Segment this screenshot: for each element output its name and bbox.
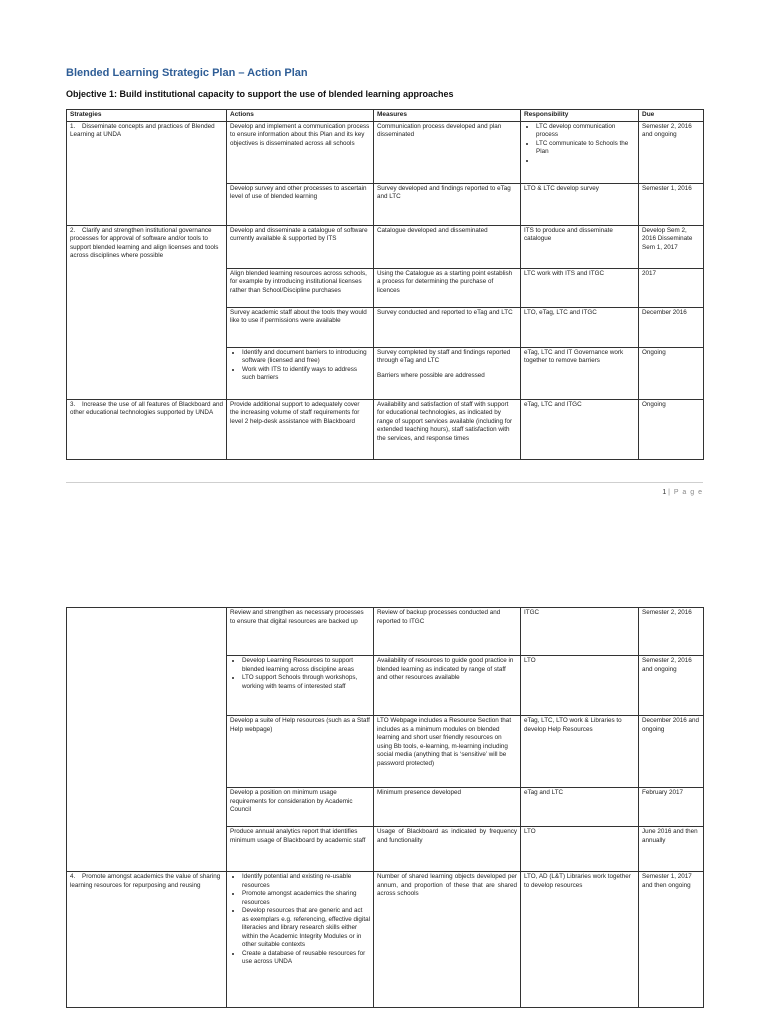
action-cell: Develop and implement a communication process to ensure information about this Plan and its key objectives is disseminated across all schools <box>227 121 374 183</box>
strategy-number: 2. <box>70 226 76 234</box>
list-item: • Identify potential and existing re-usable resources <box>242 873 370 890</box>
action-cell: Align blended learning resources across schools, for example by introducing institutional licenses rather than School/Discipline purchases <box>227 268 374 307</box>
table-row <box>67 121 704 183</box>
table-row <box>67 399 704 459</box>
table-row <box>67 872 704 1008</box>
responsibility-cell: LTO <box>521 827 639 872</box>
action-cell: Review and strengthen as necessary processes to ensure that digital resources are backed up <box>227 608 374 656</box>
due-cell: December 2016 and ongoing <box>639 716 704 788</box>
action-plan-table-page2 <box>66 607 704 1008</box>
objective-heading: Objective 1: Build institutional capacity to support the use of blended learning approaches <box>66 89 454 99</box>
list-item: • LTC communicate to Schools the Plan <box>536 140 635 157</box>
header-due: Due <box>639 110 704 122</box>
action-cell: Provide additional support to adequately cover the increasing volume of staff requirements for level 2 help-desk assistance with Blackboard <box>227 399 374 459</box>
responsibility-cell: eTag, LTC and ITGC <box>521 399 639 459</box>
responsibility-cell: LTC work with ITS and ITGC <box>521 268 639 307</box>
measure-cell: Availability and satisfaction of staff with support for educational technologies, as indicated by range of support services available (including for extended teaching hours), staff satisfaction with the services, and response times <box>374 399 521 459</box>
page-number-value: 1 <box>662 489 667 496</box>
measure-text: Survey completed by staff and findings reported through eTag and LTC <box>377 348 511 365</box>
measure-cell: Availability of resources to guide good practice in blended learning as indicated by range of staff and other resources available <box>374 656 521 716</box>
header-actions: Actions <box>227 110 374 122</box>
action-cell: Develop a position on minimum usage requirements for consideration by Academic Council <box>227 788 374 827</box>
action-cell <box>227 872 374 1008</box>
action-cell: Survey academic staff about the tools they would like to use if permissions were available <box>227 307 374 347</box>
due-cell: Semester 2, 2016 and ongoing <box>639 656 704 716</box>
due-cell: February 2017 <box>639 788 704 827</box>
page-number <box>600 489 703 496</box>
measure-cell: Survey conducted and reported to eTag and LTC <box>374 307 521 347</box>
measure-cell: Minimum presence developed <box>374 788 521 827</box>
responsibility-cell <box>521 121 639 183</box>
table-header-row <box>67 110 704 122</box>
action-cell: Develop survey and other processes to ascertain level of use of blended learning <box>227 183 374 225</box>
list-item: • LTO support Schools through workshops, working with teams of interested staff <box>242 674 370 691</box>
action-cell: Develop a suite of Help resources (such as a Staff Help webpage) <box>227 716 374 788</box>
responsibility-cell: LTO, AD (L&T) Libraries work together to develop resources <box>521 872 639 1008</box>
action-cell <box>227 656 374 716</box>
page-footer-divider <box>66 482 703 483</box>
due-cell: Ongoing <box>639 347 704 399</box>
responsibility-cell: eTag, LTC and IT Governance work together to remove barriers <box>521 347 639 399</box>
strategy-number: 1. <box>70 122 76 130</box>
measure-cell: Review of backup processes conducted and reported to ITGC <box>374 608 521 656</box>
measure-cell: Survey developed and findings reported to eTag and LTC <box>374 183 521 225</box>
due-cell: December 2016 <box>639 307 704 347</box>
strategy-cell <box>67 399 227 459</box>
header-responsibility: Responsibility <box>521 110 639 122</box>
header-measures: Measures <box>374 110 521 122</box>
table-row <box>67 225 704 268</box>
page-word: | P a g e <box>668 489 703 496</box>
strategy-text: Clarify and strengthen institutional governance processes for approval of software and/or tools to support blended learning and align licenses and tools across disciplines where possible <box>70 226 219 260</box>
list-item: • Develop resources that are generic and act as exemplars e.g. referencing, effective digital literacies and library research skills either within the Academic Integrity Modules or in other suitable contexts <box>242 907 370 950</box>
due-cell: Ongoing <box>639 399 704 459</box>
responsibility-cell: LTO, eTag, LTC and ITGC <box>521 307 639 347</box>
due-cell: Develop Sem 2, 2016 Disseminate Sem 1, 2017 <box>639 225 704 268</box>
strategy-cell <box>67 872 227 1008</box>
responsibility-cell: ITGC <box>521 608 639 656</box>
action-plan-table-page1 <box>66 109 704 460</box>
measure-cell: Catalogue developed and disseminated <box>374 225 521 268</box>
list-item: • Develop Learning Resources to support blended learning across discipline areas <box>242 657 370 674</box>
due-cell: 2017 <box>639 268 704 307</box>
measure-cell: Using the Catalogue as a starting point establish a process for determining the purchase of licences <box>374 268 521 307</box>
measure-cell <box>374 347 521 399</box>
strategy-text: Promote amongst academics the value of sharing learning resources for repurposing and reusing <box>70 873 221 889</box>
strategy-number: 3. <box>70 400 76 408</box>
strategy-text: Disseminate concepts and practices of Blended Learning at UNDA <box>70 122 215 139</box>
list-item: • Identify and document barriers to introducing software (licensed and free) <box>242 349 370 366</box>
action-cell <box>227 347 374 399</box>
measure-cell: Communication process developed and plan disseminated <box>374 121 521 183</box>
due-cell: Semester 1, 2017 and then ongoing <box>639 872 704 1008</box>
responsibility-cell: eTag and LTC <box>521 788 639 827</box>
due-cell: Semester 2, 2016 and ongoing <box>639 121 704 183</box>
document-title: Blended Learning Strategic Plan – Action Plan <box>66 67 308 79</box>
responsibility-cell: LTO & LTC develop survey <box>521 183 639 225</box>
responsibility-cell: eTag, LTC, LTO work & Libraries to develop Help Resources <box>521 716 639 788</box>
strategy-cell <box>67 225 227 399</box>
strategy-number: 4. <box>70 873 76 880</box>
list-item: • Promote amongst academics the sharing resources <box>242 890 370 907</box>
list-item: • Create a database of reusable resources for use across UNDA <box>242 950 370 967</box>
measure-cell: Usage of Blackboard as indicated by frequency and functionality <box>374 827 521 872</box>
strategy-text: Increase the use of all features of Blackboard and other educational technologies supported by UNDA <box>70 400 223 417</box>
due-cell: Semester 2, 2016 <box>639 608 704 656</box>
responsibility-cell: LTO <box>521 656 639 716</box>
measure-text: Barriers where possible are addressed <box>377 371 485 379</box>
action-cell: Develop and disseminate a catalogue of software currently available & supported by ITS <box>227 225 374 268</box>
action-cell: Produce annual analytics report that identifies minimum usage of Blackboard by academic staff <box>227 827 374 872</box>
header-strategies: Strategies <box>67 110 227 122</box>
due-cell: June 2016 and then annually <box>639 827 704 872</box>
responsibility-cell: ITS to produce and disseminate catalogue <box>521 225 639 268</box>
measure-cell: LTO Webpage includes a Resource Section that includes as a minimum modules on blended learning and short user friendly resources on using Bb tools, e-learning, m-learning including social media (anything that is ‘sensitive’ will be password protected) <box>374 716 521 788</box>
due-cell: Semester 1, 2016 <box>639 183 704 225</box>
list-item <box>536 157 635 166</box>
list-item: • LTC develop communication process <box>536 123 635 140</box>
strategy-cell <box>67 608 227 872</box>
measure-cell: Number of shared learning objects developed per annum, and proportion of these that are shared across schools <box>374 872 521 1008</box>
list-item: • Work with ITS to identify ways to address such barriers <box>242 366 370 383</box>
strategy-cell <box>67 121 227 225</box>
table-row <box>67 608 704 656</box>
